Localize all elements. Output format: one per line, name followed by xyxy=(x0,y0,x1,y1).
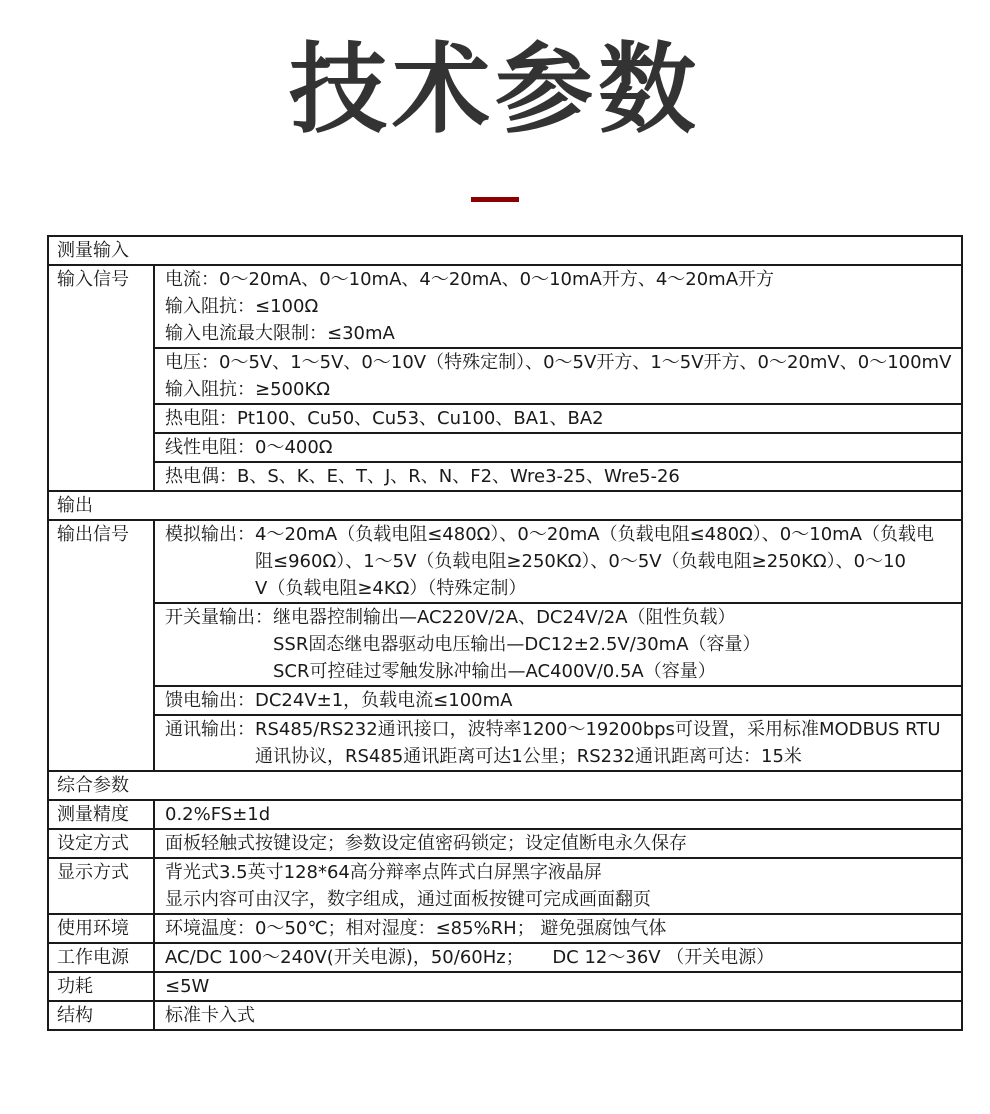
param-value-column xyxy=(155,859,961,913)
table-param-row xyxy=(49,942,961,971)
table-param-row xyxy=(49,913,961,942)
param-value-line: 线性电阻：0～400Ω xyxy=(165,436,333,458)
param-value-line: V（负载电阻≥4KΩ）（特殊定制） xyxy=(255,577,527,599)
param-value-line: 输入电流最大限制：≤30mA xyxy=(165,322,395,344)
param-label: 输出信号 xyxy=(49,521,155,770)
param-value-line: AC/DC 100～240V(开关电源)，50/60Hz； DC 12～36V （开关电源） xyxy=(165,946,775,968)
page-title: 技术参数 xyxy=(288,33,701,147)
param-label: 测量精度 xyxy=(49,801,155,828)
param-value-subrow xyxy=(155,830,961,857)
table-section-row: 测量输入 xyxy=(57,239,129,261)
param-value-subrow xyxy=(155,973,961,1000)
param-value-line: 电压：0～5V、1～5V、0～10V（特殊定制）、0～5V开方、1～5V开方、0～20mV、0～100mV xyxy=(165,351,952,373)
param-value-column xyxy=(155,266,961,490)
param-value-line: 热电偶：B、S、K、E、T、J、R、N、F2、Wre3-25、Wre5-26 xyxy=(165,465,680,487)
param-value-line: 背光式3.5英寸128*64高分辩率点阵式白屏黑字液晶屏 xyxy=(165,861,602,883)
param-value-subrow xyxy=(155,266,961,347)
spec-table xyxy=(47,235,963,1031)
table-param-row xyxy=(49,1000,961,1029)
param-value-column xyxy=(155,830,961,857)
param-value-subrow xyxy=(155,403,961,432)
param-value-line: 面板轻触式按键设定；参数设定值密码锁定；设定值断电永久保存 xyxy=(165,832,687,854)
param-value-line: 通讯输出：RS485/RS232通讯接口，波特率1200～19200bps可设置，采用标准MODBUS RTU xyxy=(165,718,941,740)
param-value-line: SCR可控硅过零触发脉冲输出—AC400V/0.5A（容量） xyxy=(273,660,716,682)
table-param-row xyxy=(49,264,961,490)
param-value-line: 输入阻抗：≤100Ω xyxy=(165,295,319,317)
param-value-subrow xyxy=(155,685,961,714)
param-value-line: 环境温度：0～50℃；相对湿度：≤85%RH； 避免强腐蚀气体 xyxy=(165,917,667,939)
param-label: 输入信号 xyxy=(49,266,155,490)
title-divider xyxy=(471,197,519,202)
param-label: 设定方式 xyxy=(49,830,155,857)
param-value-subrow xyxy=(155,602,961,685)
param-label: 工作电源 xyxy=(49,944,155,971)
param-value-subrow xyxy=(155,1002,961,1029)
table-section-row: 综合参数 xyxy=(49,770,961,799)
param-value-subrow xyxy=(155,521,961,602)
param-label: 显示方式 xyxy=(49,859,155,913)
param-value-column xyxy=(155,973,961,1000)
param-value-line: 标准卡入式 xyxy=(165,1004,255,1026)
param-value-line: 通讯协议，RS485通讯距离可达1公里；RS232通讯距离可达：15米 xyxy=(255,745,802,767)
table-param-row xyxy=(49,519,961,770)
table-param-row xyxy=(49,828,961,857)
param-value-line: 模拟输出：4～20mA（负载电阻≤480Ω）、0～20mA（负载电阻≤480Ω）、0～10mA（负载电 xyxy=(165,523,934,545)
param-value-column xyxy=(155,944,961,971)
table-section-row: 输出 xyxy=(49,490,961,519)
param-value-subrow xyxy=(155,944,961,971)
param-label: 使用环境 xyxy=(49,915,155,942)
param-value-subrow xyxy=(155,714,961,770)
param-value-column xyxy=(155,521,961,770)
param-value-subrow xyxy=(155,915,961,942)
param-value-column xyxy=(155,801,961,828)
param-value-line: 电流：0～20mA、0～10mA、4～20mA、0～10mA开方、4～20mA开方 xyxy=(165,268,775,290)
param-value-column xyxy=(155,1002,961,1029)
param-label: 功耗 xyxy=(49,973,155,1000)
param-value-subrow xyxy=(155,347,961,403)
param-value-line: 0.2%FS±1d xyxy=(165,803,271,825)
param-value-line: SSR固态继电器驱动电压输出—DC12±2.5V/30mA（容量） xyxy=(273,633,761,655)
param-value-line: 显示内容可由汉字，数字组成，通过面板按键可完成画面翻页 xyxy=(165,888,651,910)
param-value-subrow xyxy=(155,461,961,490)
param-value-line: 输入阻抗：≥500KΩ xyxy=(165,378,330,400)
table-param-row xyxy=(49,799,961,828)
param-label: 结构 xyxy=(49,1002,155,1029)
param-value-line: 开关量输出：继电器控制输出—AC220V/2A、DC24V/2A（阻性负载） xyxy=(165,606,736,628)
param-value-subrow xyxy=(155,859,961,913)
param-value-subrow xyxy=(155,801,961,828)
param-value-subrow xyxy=(155,432,961,461)
table-param-row xyxy=(49,971,961,1000)
param-value-line: ≤5W xyxy=(165,975,210,997)
param-value-line: 阻≤960Ω）、1～5V（负载电阻≥250KΩ）、0～5V（负载电阻≥250KΩ）、0～10 xyxy=(255,550,906,572)
param-value-line: 热电阻：Pt100、Cu50、Cu53、Cu100、BA1、BA2 xyxy=(165,407,604,429)
param-value-line: 馈电输出：DC24V±1，负载电流≤100mA xyxy=(165,689,513,711)
table-param-row xyxy=(49,857,961,913)
param-value-column xyxy=(155,915,961,942)
